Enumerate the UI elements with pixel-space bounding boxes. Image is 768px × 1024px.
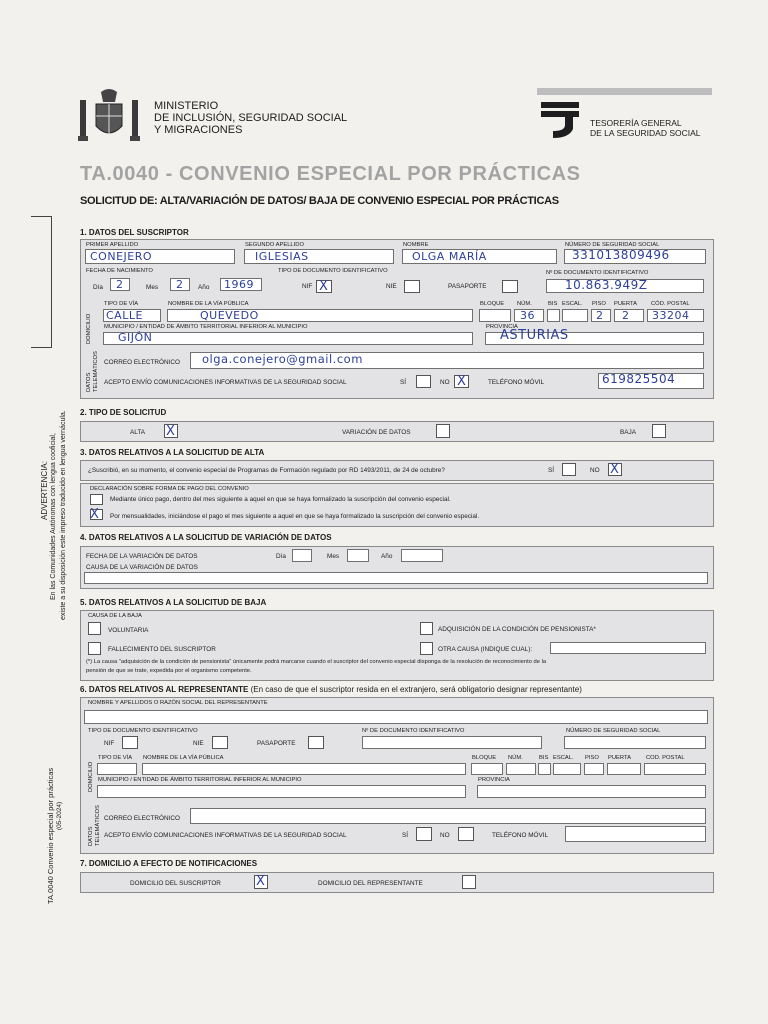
nie-checkbox[interactable] <box>404 280 420 293</box>
tgss-line: DE LA SEGURIDAD SOCIAL <box>590 128 701 138</box>
label-no: NO <box>440 832 450 839</box>
rep-bis-field[interactable] <box>538 763 551 775</box>
variacion-checkbox[interactable] <box>436 424 450 438</box>
label-piso: PISO <box>592 301 606 307</box>
form-title: TA.0040 - CONVENIO ESPECIAL POR PRÁCTICAS <box>80 163 581 185</box>
otra-causa-field[interactable] <box>550 642 706 654</box>
label-pasaporte: PASAPORTE <box>257 740 296 747</box>
warning-line: En las Comunidades Autónomas con lengua cooficial, <box>50 433 57 600</box>
label-nss: NÚMERO DE SEGURIDAD SOCIAL <box>566 728 661 734</box>
label-datos-telematicos: DATOS TELEMÁTICOS <box>86 351 99 392</box>
opt-pensionista: ADQUISICIÓN DE LA CONDICIÓN DE PENSIONISTA* <box>438 626 596 633</box>
form-subtitle: SOLICITUD DE: ALTA/VARIACIÓN DE DATOS/ BAJA DE CONVENIO ESPECIAL POR PRÁCTICAS <box>80 195 559 207</box>
label-no: NO <box>590 467 600 474</box>
nss-value: 331013809496 <box>572 248 670 262</box>
label-num: NÚM. <box>517 301 532 307</box>
rep-municipio-field[interactable] <box>97 785 466 798</box>
section-7-title: 7. DOMICILIO A EFECTO DE NOTIFICACIONES <box>80 859 258 868</box>
label-acepto: ACEPTO ENVÍO COMUNICACIONES INFORMATIVAS DE LA SEGURIDAD SOCIAL <box>104 832 347 839</box>
section-4-title: 4. DATOS RELATIVOS A LA SOLICITUD DE VARIACIÓN DE DATOS <box>80 533 332 542</box>
anio-value: 1969 <box>224 278 254 291</box>
label-anio: Año <box>381 553 393 560</box>
label-dia: Día <box>276 553 286 560</box>
movil-value: 619825504 <box>602 372 676 386</box>
num-documento-value: 10.863.949Z <box>565 278 648 292</box>
pago-unico-checkbox[interactable] <box>90 494 103 505</box>
puerta-value: 2 <box>622 309 630 322</box>
label-domicilio-representante: DOMICILIO DEL REPRESENTANTE <box>318 880 423 887</box>
label-dia: Día <box>93 284 103 291</box>
segundo-apellido-value: IGLESIAS <box>255 250 309 263</box>
label-fecha-variacion: FECHA DE LA VARIACIÓN DE DATOS <box>86 553 198 560</box>
label-piso: PISO <box>585 755 599 761</box>
label-puerta: PUERTA <box>608 755 631 761</box>
rep-nombre-via-field[interactable] <box>142 763 466 775</box>
causa-variacion-field[interactable] <box>84 572 708 584</box>
tgss-logo-icon <box>541 102 579 138</box>
label-bloque: BLOQUE <box>480 301 505 307</box>
rep-nie-checkbox[interactable] <box>212 736 228 749</box>
pasaporte-checkbox[interactable] <box>502 280 518 293</box>
pensionista-checkbox[interactable] <box>420 622 433 635</box>
label-segundo-apellido: SEGUNDO APELLIDO <box>245 242 304 248</box>
bloque-field[interactable] <box>479 309 511 322</box>
fallecimiento-checkbox[interactable] <box>88 642 101 655</box>
num-value: 36 <box>520 309 535 322</box>
label-pasaporte: PASAPORTE <box>448 283 487 290</box>
rd-no-check-mark: X <box>610 462 619 477</box>
label-tipo-documento: TIPO DE DOCUMENTO IDENTIFICATIVO <box>88 728 198 734</box>
label-nie: NIE <box>193 740 204 747</box>
label-escal: ESCAL. <box>553 755 574 761</box>
label-mes: Mes <box>146 284 159 291</box>
label-nif: NIF <box>104 740 115 747</box>
rd-si-checkbox[interactable] <box>562 463 576 476</box>
variacion-dia-field[interactable] <box>292 549 312 562</box>
rep-num-field[interactable] <box>506 763 536 775</box>
alta-question: ¿Suscribió, en su momento, el convenio especial de Programas de Formación regulado por RD 1493/2011, de 24 de octubre? <box>88 467 445 474</box>
rep-puerta-field[interactable] <box>607 763 641 775</box>
side-bracket <box>31 216 52 348</box>
label-provincia: PROVINCIA <box>478 777 510 783</box>
opt-voluntaria: VOLUNTARIA <box>108 627 149 634</box>
correo-value: olga.conejero@gmail.com <box>202 352 363 366</box>
label-cp: COD. POSTAL <box>646 755 685 761</box>
coat-of-arms-icon <box>74 86 144 144</box>
pago-mensual-check-mark: X <box>90 507 99 522</box>
mes-value: 2 <box>176 278 184 291</box>
label-domicilio-suscriptor: DOMICILIO DEL SUSCRIPTOR <box>130 880 221 887</box>
variacion-mes-field[interactable] <box>347 549 369 562</box>
ministry-name <box>154 100 347 136</box>
label-movil: TELÉFONO MÓVIL <box>488 379 545 386</box>
label-si: SÍ <box>548 467 555 474</box>
label-nombre-via: NOMBRE DE LA VÍA PÚBLICA <box>168 301 249 307</box>
label-num-documento: Nº DE DOCUMENTO IDENTIFICATIVO <box>546 270 649 276</box>
label-alta: ALTA <box>130 429 146 436</box>
rep-num-documento-field[interactable] <box>362 736 542 749</box>
label-fecha-nacimiento: FECHA DE NACIMIENTO <box>86 268 153 274</box>
section-2-title: 2. TIPO DE SOLICITUD <box>80 408 167 417</box>
label-num-documento: Nº DE DOCUMENTO IDENTIFICATIVO <box>362 728 465 734</box>
section-3-title: 3. DATOS RELATIVOS A LA SOLICITUD DE ALTA <box>80 448 265 457</box>
label-municipio: MUNICIPIO / ENTIDAD DE ÁMBITO TERRITORIAL INFERIOR AL MUNICIPIO <box>104 324 308 330</box>
label-tipo-via: TIPO DE VÍA <box>98 755 133 761</box>
voluntaria-checkbox[interactable] <box>88 622 101 635</box>
ministry-line: Y MIGRACIONES <box>154 124 243 136</box>
label-bis: BIS <box>539 755 549 761</box>
rep-acepto-no-checkbox[interactable] <box>458 827 474 841</box>
rep-nif-checkbox[interactable] <box>122 736 138 749</box>
opt-pago-mensual: Por mensualidades, iniciándose el pago el mes siguiente a aquel en que se haya formalizado la suscripción del convenio especial. <box>110 513 480 520</box>
label-causa-baja: CAUSA DE LA BAJA <box>88 613 142 619</box>
label-bis: BIS <box>548 301 558 307</box>
label-nif: NIF <box>302 283 313 290</box>
rep-tipo-via-field[interactable] <box>97 763 137 775</box>
provincia-value: ASTURIAS <box>500 328 569 343</box>
label-puerta: PUERTA <box>614 301 637 307</box>
section-5-title: 5. DATOS RELATIVOS A LA SOLICITUD DE BAJA <box>80 598 267 607</box>
opt-otra-causa: OTRA CAUSA (INDIQUE CUAL): <box>438 646 533 653</box>
label-primer-apellido: PRIMER APELLIDO <box>86 242 139 248</box>
label-baja: BAJA <box>620 429 636 436</box>
rep-correo-field[interactable] <box>190 808 706 824</box>
piso-value: 2 <box>596 309 604 322</box>
label-correo: CORREO ELECTRÓNICO <box>104 359 180 366</box>
label-no: NO <box>440 379 450 386</box>
section-6-title-note: (En caso de que el suscriptor resida en el extranjero, será obligatorio designar representante) <box>250 685 582 694</box>
ministry-line: DE INCLUSIÓN, SEGURIDAD SOCIAL <box>154 112 348 124</box>
acepto-no-check-mark: X <box>457 374 466 389</box>
rep-piso-field[interactable] <box>584 763 604 775</box>
nombre-value: OLGA MARÍA <box>412 250 487 263</box>
variacion-anio-field[interactable] <box>401 549 443 562</box>
rep-cp-field[interactable] <box>644 763 706 775</box>
nombre-representante-field[interactable] <box>84 710 708 724</box>
rep-bloque-field[interactable] <box>471 763 503 775</box>
label-correo: CORREO ELECTRÓNICO <box>104 815 180 822</box>
label-variacion: VARIACIÓN DE DATOS <box>342 429 411 436</box>
label-datos-telematicos: DATOS TELEMÁTICOS <box>88 805 101 846</box>
ministry-line: MINISTERIO <box>154 100 219 112</box>
label-bloque: BLOQUE <box>472 755 497 761</box>
section-6-title <box>80 685 582 694</box>
label-si: SÍ <box>402 832 409 839</box>
bis-field[interactable] <box>547 309 560 322</box>
label-domicilio: DOMICILIO <box>86 313 92 344</box>
form-date: (05-2024) <box>56 801 63 830</box>
label-nss: NÚMERO DE SEGURIDAD SOCIAL <box>565 242 660 248</box>
baja-checkbox[interactable] <box>652 424 666 438</box>
header-gray-bar <box>537 88 712 95</box>
dia-value: 2 <box>116 278 124 291</box>
rep-pasaporte-checkbox[interactable] <box>308 736 324 749</box>
municipio-field[interactable] <box>103 332 473 345</box>
opt-fallecimiento: FALLECIMIENTO DEL SUSCRIPTOR <box>108 646 216 653</box>
baja-note: (*) La causa "adquisición de la condición de pensionista" únicamente podrá marcarse cuando el suscriptor del convenio especial disponga de la resolución de reconocimiento de la <box>86 659 547 665</box>
tgss-line: TESORERÍA GENERAL <box>590 118 682 128</box>
alta-check-mark: X <box>166 424 175 439</box>
nombre-via-value: QUEVEDO <box>200 309 259 322</box>
section-1-title: 1. DATOS DEL SUSCRIPTOR <box>80 228 189 237</box>
label-mes: Mes <box>327 553 340 560</box>
acepto-si-checkbox[interactable] <box>416 375 431 388</box>
label-anio: Año <box>198 284 210 291</box>
nif-check-mark: X <box>319 279 328 294</box>
label-declaracion: DECLARACIÓN SOBRE FORMA DE PAGO DEL CONVENIO <box>90 486 249 492</box>
label-escal: ESCAL. <box>562 301 583 307</box>
rep-nss-field[interactable] <box>564 736 706 749</box>
label-domicilio: DOMICILIO <box>88 761 94 792</box>
baja-note: pensión de que se trate, expedida por el organismo competente. <box>86 668 252 674</box>
label-acepto: ACEPTO ENVÍO COMUNICACIONES INFORMATIVAS DE LA SEGURIDAD SOCIAL <box>104 379 347 386</box>
tgss-name <box>590 118 701 138</box>
label-causa-variacion: CAUSA DE LA VARIACIÓN DE DATOS <box>86 564 198 571</box>
primer-apellido-value: CONEJERO <box>90 250 153 263</box>
label-provincia: PROVINCIA <box>486 324 518 330</box>
rep-provincia-field[interactable] <box>477 785 706 798</box>
label-movil: TELÉFONO MÓVIL <box>492 832 549 839</box>
warning-title: ADVERTENCIA: <box>40 461 49 520</box>
otra-causa-checkbox[interactable] <box>420 642 433 655</box>
label-cp: CÓD. POSTAL <box>651 301 690 307</box>
cp-value: 33204 <box>652 309 690 322</box>
label-si: SÍ <box>400 379 407 386</box>
rep-acepto-si-checkbox[interactable] <box>416 827 432 841</box>
form-code: TA.0040 Convenio especial por prácticas <box>46 767 55 904</box>
label-tipo-via: TIPO DE VÍA <box>104 301 139 307</box>
rep-movil-field[interactable] <box>565 826 706 842</box>
rep-escal-field[interactable] <box>553 763 581 775</box>
escal-field[interactable] <box>562 309 588 322</box>
opt-pago-unico: Mediante único pago, dentro del mes siguiente a aquel en que se haya formalizado la suscripción del convenio especial. <box>110 496 451 503</box>
label-nombre-representante: NOMBRE Y APELLIDOS O RAZÓN SOCIAL DEL REPRESENTANTE <box>88 700 268 706</box>
municipio-value: GIJÓN <box>118 331 153 344</box>
label-nie: NIE <box>386 283 397 290</box>
label-num: NÚM. <box>508 755 523 761</box>
label-nombre: NOMBRE <box>403 242 429 248</box>
warning-line: existe a su disposición este impreso traducido en lengua vernácula. <box>60 410 67 620</box>
label-municipio: MUNICIPIO / ENTIDAD DE ÁMBITO TERRITORIAL INFERIOR AL MUNICIPIO <box>98 777 302 783</box>
domicilio-suscriptor-check-mark: X <box>256 874 265 889</box>
label-nombre-via: NOMBRE DE LA VÍA PÚBLICA <box>143 755 224 761</box>
domicilio-representante-checkbox[interactable] <box>462 875 476 889</box>
label-tipo-documento: TIPO DE DOCUMENTO IDENTIFICATIVO <box>278 268 388 274</box>
section-6-title-text: 6. DATOS RELATIVOS AL REPRESENTANTE <box>80 685 249 694</box>
tipo-via-value: CALLE <box>106 309 143 322</box>
